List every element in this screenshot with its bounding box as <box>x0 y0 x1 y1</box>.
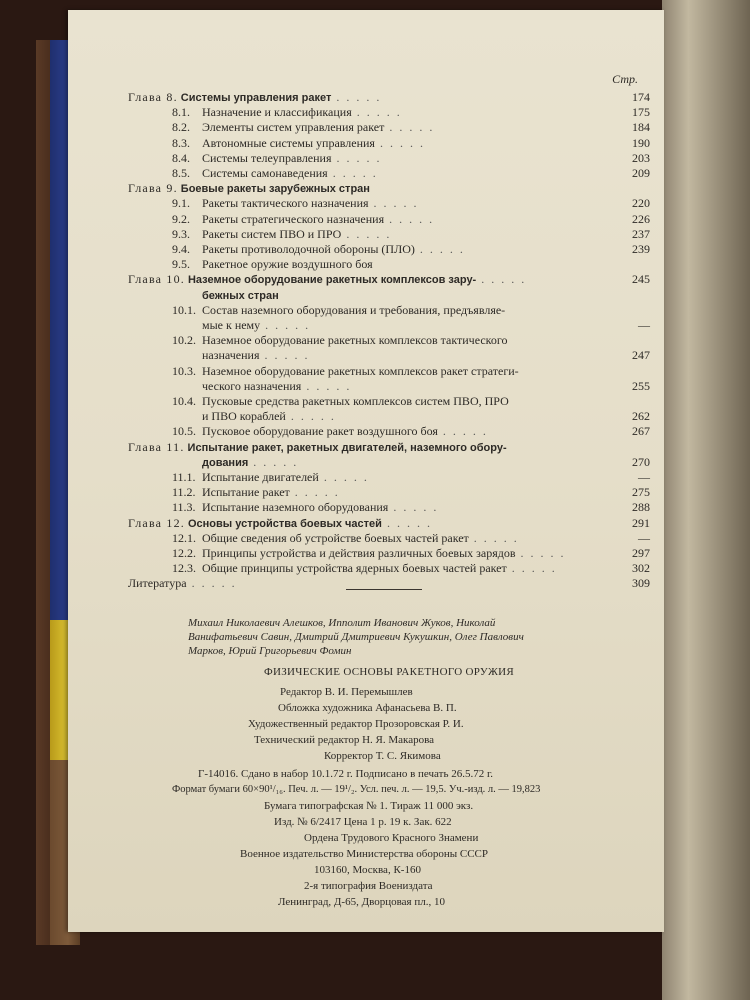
editor: Редактор В. И. Перемышлев <box>280 686 413 698</box>
section-number: 9.4. <box>172 242 190 256</box>
leader-dots: . . . . . <box>259 348 310 363</box>
section-title: Пусковое оборудование ракет воздушного боя <box>202 424 438 439</box>
chapter-label: Глава 10. <box>128 272 185 287</box>
imprint-line-3: Бумага типографская № 1. Тираж 11 000 экз. <box>264 800 474 812</box>
page-number: 190 <box>632 135 650 150</box>
page-number: 203 <box>632 150 650 165</box>
toc-section <box>172 150 650 165</box>
toc-section <box>172 394 640 408</box>
section-title: Назначение и классификация <box>202 105 352 120</box>
entry-title: ческого назначения <box>202 378 302 393</box>
imprint-line-2: Формат бумаги 60×90¹/₁₆. Печ. л. — 19¹/₂. Усл. печ. л. — 19,5. Уч.-изд. л. — 19,823 <box>172 784 541 795</box>
section-title: Ракетное оружие воздушного боя <box>202 257 373 272</box>
page-number: 309 <box>632 576 650 591</box>
leader-dots: . . . . . <box>351 105 402 120</box>
leader-dots: . . . . . <box>289 485 340 500</box>
section-number: 8.1. <box>172 105 190 120</box>
leader-dots: . . . . . <box>341 226 392 241</box>
imprint-line-5: Ордена Трудового Красного Знамени <box>304 832 479 844</box>
page-number: 255 <box>632 378 650 393</box>
chapter-title: дования <box>202 456 249 469</box>
toc-section <box>172 546 650 560</box>
toc-chapter <box>128 440 640 454</box>
toc-chapter <box>128 90 650 104</box>
leader-dots: . . . . . <box>248 454 299 469</box>
page-number: 209 <box>632 166 650 180</box>
leader-dots: . . . . . <box>331 150 382 165</box>
leader-dots: . . . . . <box>260 318 311 332</box>
section-number: 10.2. <box>172 333 196 348</box>
section-number: 9.2. <box>172 211 190 226</box>
section-number: 10.5. <box>172 424 196 439</box>
proofreader: Корректор Т. С. Якимова <box>324 750 441 762</box>
page-number: — <box>638 470 650 484</box>
section-title: Пусковые средства ракетных комплексов систем ПВО, ПРО <box>202 394 509 408</box>
imprint-line-1: Г-14016. Сдано в набор 10.1.72 г. Подписано в печать 26.5.72 г. <box>198 768 494 780</box>
cover-artist: Обложка художника Афанасьева В. П. <box>278 702 457 714</box>
toc-section <box>172 226 650 241</box>
page-number: 267 <box>632 424 650 439</box>
leader-dots: . . . . . <box>301 378 352 393</box>
page-number: 291 <box>632 515 650 530</box>
chapter-title: Боевые ракеты зарубежных стран <box>180 183 370 196</box>
page-number: 239 <box>632 242 650 256</box>
page-number: 270 <box>632 454 650 469</box>
section-number: 12.3. <box>172 561 196 576</box>
leader-dots: . . . . . <box>331 90 382 104</box>
leader-dots: . . . . . <box>368 196 419 211</box>
page-number: 275 <box>632 485 650 500</box>
leader-dots: . . . . . <box>186 576 237 591</box>
toc-chapter-continuation <box>202 454 650 469</box>
leader-dots: . . . . . <box>388 500 439 515</box>
right-page-edge <box>662 0 750 1000</box>
toc-section-continuation <box>202 378 650 393</box>
authors-line-1: Михаил Николаевич Алешков, Ипполит Иванович Жуков, Николай <box>188 617 496 629</box>
imprint-line-6: Военное издательство Министерства обороны СССР <box>240 848 489 860</box>
toc-chapter-continuation <box>202 288 640 302</box>
entry-title: мые к нему <box>202 318 261 332</box>
section-title: Испытание двигателей <box>202 470 319 484</box>
toc-section-continuation <box>202 409 650 424</box>
section-number: 10.1. <box>172 302 196 317</box>
toc-section <box>172 120 650 135</box>
entry-title: Литература <box>128 576 187 591</box>
chapter-label: Глава 8. <box>128 90 178 104</box>
page-column-header: Стр. <box>612 72 638 86</box>
page-number: — <box>638 530 650 545</box>
section-number: 8.3. <box>172 135 190 150</box>
section-number: 11.1. <box>172 470 196 484</box>
section-title: Элементы систем управления ракет <box>202 120 385 135</box>
leader-dots: . . . . . <box>285 409 336 424</box>
entry-title: и ПВО кораблей <box>202 409 286 424</box>
page-number: 297 <box>632 546 650 560</box>
section-number: 9.3. <box>172 226 190 241</box>
toc-section <box>172 364 640 378</box>
toc-section <box>172 470 650 484</box>
art-editor: Художественный редактор Прозоровская Р. И. <box>248 718 464 730</box>
leader-dots: . . . . . <box>468 530 519 545</box>
entry-title: назначения <box>202 348 260 363</box>
leader-dots: . . . . . <box>414 242 465 256</box>
section-title: Системы самонаведения <box>202 166 328 180</box>
section-title: Испытание наземного оборудования <box>202 500 389 515</box>
toc-section-continuation <box>202 348 650 363</box>
section-title: Принципы устройства и действия различных боевых зарядов <box>202 546 516 560</box>
section-number: 12.2. <box>172 546 196 560</box>
section-number: 9.1. <box>172 196 190 211</box>
chapter-title: Системы управления ракет <box>180 92 332 104</box>
tech-editor: Технический редактор Н. Я. Макарова <box>254 734 435 746</box>
divider-rule <box>346 589 422 590</box>
chapter-title: Наземное оборудование ракетных комплексов зару- <box>187 274 477 287</box>
section-title: Общие принципы устройства ядерных боевых частей ракет <box>202 561 507 576</box>
chapter-title: Основы устройства боевых частей <box>187 517 382 530</box>
section-number: 10.3. <box>172 363 196 378</box>
section-title: Испытание ракет <box>202 485 290 500</box>
toc-section <box>172 485 650 500</box>
section-title: Ракеты систем ПВО и ПРО <box>202 226 342 241</box>
imprint-line-7: 103160, Москва, К-160 <box>314 864 421 876</box>
leader-dots: . . . . . <box>384 211 435 226</box>
toc-section <box>172 135 650 150</box>
page-number: 237 <box>632 226 650 241</box>
imprint-line-8: 2-я типография Воениздата <box>304 880 433 892</box>
book-page <box>68 10 664 932</box>
section-title: Общие сведения об устройстве боевых частей ракет <box>202 530 469 545</box>
page-number: — <box>638 318 650 332</box>
leader-dots: . . . . . <box>506 561 557 576</box>
leader-dots: . . . . . <box>384 120 435 135</box>
page-number: 247 <box>632 348 650 363</box>
page-number: 184 <box>632 120 650 135</box>
page-number: 262 <box>632 409 650 424</box>
toc-section <box>172 561 650 576</box>
leader-dots: . . . . . <box>381 515 432 530</box>
page-number: 175 <box>632 105 650 120</box>
toc-section <box>172 424 650 439</box>
section-number: 10.4. <box>172 394 196 408</box>
book-title: ФИЗИЧЕСКИЕ ОСНОВЫ РАКЕТНОГО ОРУЖИЯ <box>264 666 515 678</box>
section-title: Автономные системы управления <box>202 135 375 150</box>
chapter-title: бежных стран <box>202 289 279 302</box>
chapter-title: Испытание ракет, ракетных двигателей, наземного обору- <box>187 441 507 454</box>
section-number: 11.3. <box>172 500 196 515</box>
leader-dots: . . . . . <box>374 135 425 150</box>
imprint-line-9: Ленинград, Д-65, Дворцовая пл., 10 <box>278 896 445 908</box>
toc-section-continuation <box>202 318 650 332</box>
toc-section <box>172 257 640 271</box>
page-number: 226 <box>632 211 650 226</box>
toc-section <box>172 333 640 347</box>
page-number: 302 <box>632 561 650 576</box>
toc-section <box>172 105 650 120</box>
section-number: 8.5. <box>172 166 190 180</box>
leader-dots: . . . . . <box>437 424 488 439</box>
section-title: Ракеты стратегического назначения <box>202 211 385 226</box>
toc-chapter <box>128 181 640 195</box>
leader-dots: . . . . . <box>327 166 378 180</box>
section-title: Наземное оборудование ракетных комплексов ракет стратеги- <box>202 363 519 378</box>
section-title: Состав наземного оборудования и требования, предъявляе- <box>202 302 506 317</box>
toc-chapter <box>128 515 650 530</box>
section-title: Ракеты тактического назначения <box>202 196 369 211</box>
section-title: Ракеты противолодочной обороны (ПЛО) <box>202 242 415 256</box>
toc-section <box>172 242 650 256</box>
page-number: 220 <box>632 196 650 211</box>
authors-line-3: Марков, Юрий Григорьевич Фомин <box>188 645 352 657</box>
page-number: 288 <box>632 500 650 515</box>
section-number: 9.5. <box>172 257 190 272</box>
toc-section <box>172 500 650 515</box>
leader-dots: . . . . . <box>515 546 566 560</box>
section-number: 8.2. <box>172 120 190 135</box>
toc-section <box>172 530 650 545</box>
section-title: Наземное оборудование ракетных комплексов тактического <box>202 333 508 348</box>
page-number: 245 <box>632 272 650 287</box>
page-number: 174 <box>632 90 650 104</box>
toc-section <box>172 211 650 226</box>
section-number: 12.1. <box>172 530 196 545</box>
chapter-label: Глава 9. <box>128 181 178 196</box>
leader-dots: . . . . . <box>318 470 369 484</box>
section-title: Системы телеуправления <box>202 150 332 165</box>
imprint-line-4: Изд. № 6/2417 Цена 1 р. 19 к. Зак. 622 <box>274 816 452 828</box>
toc-section <box>172 166 650 180</box>
chapter-label: Глава 11. <box>128 439 185 454</box>
toc-section <box>172 196 650 211</box>
authors-line-2: Ванифатьевич Савин, Дмитрий Дмитриевич Кукушкин, Олег Павлович <box>188 631 524 643</box>
leader-dots: . . . . . <box>476 272 527 287</box>
toc-chapter <box>128 272 650 287</box>
section-number: 11.2. <box>172 485 196 500</box>
section-number: 8.4. <box>172 150 190 165</box>
chapter-label: Глава 12. <box>128 515 185 530</box>
toc-section <box>172 303 640 317</box>
